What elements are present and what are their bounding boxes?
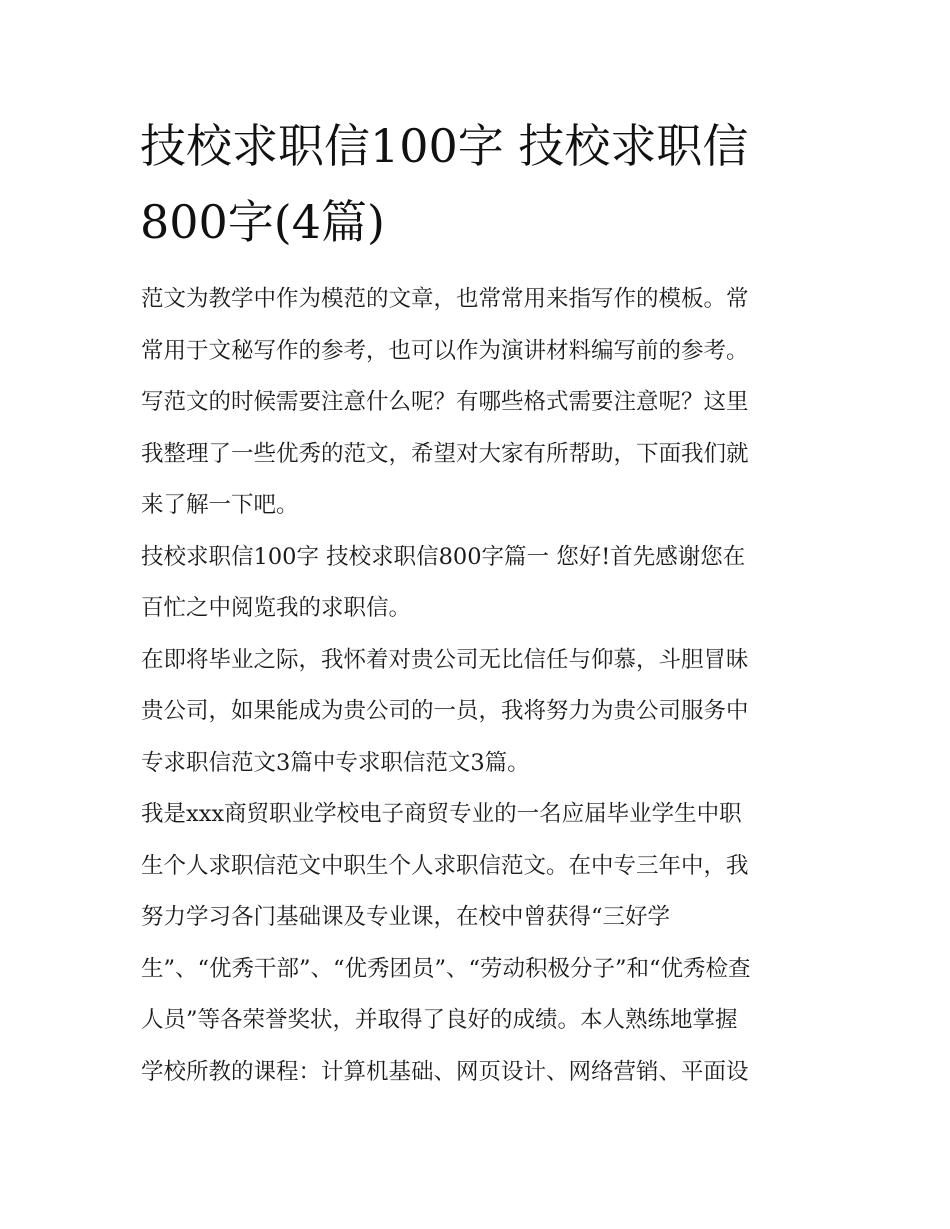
title-line: 技校求职信100字 技校求职信 <box>140 119 749 173</box>
text-line: 技校求职信100字 技校求职信800字篇一 您好!首先感谢您在 <box>141 543 746 570</box>
text-line: 学校所教的课程：计算机基础、网页设计、网络营销、平面设 <box>141 1058 749 1085</box>
text-line: 我是xxx商贸职业学校电子商贸专业的一名应届毕业学生中职 <box>141 801 742 827</box>
text-line: 我整理了一些优秀的范文，希望对大家有所帮助，下面我们就 <box>141 440 749 467</box>
paragraph-background <box>141 789 821 1098</box>
text-line: 常用于文秘写作的参考，也可以作为演讲材料编写前的参考。 <box>141 337 749 364</box>
paragraph-intro <box>141 274 821 532</box>
text-line: 来了解一下吧。 <box>141 492 299 518</box>
text-line: 在即将毕业之际，我怀着对贵公司无比信任与仰慕，斗胆冒昧 <box>141 646 749 673</box>
text-line: 写范文的时候需要注意什么呢？有哪些格式需要注意呢？这里 <box>141 389 749 415</box>
text-line: 生”、“优秀干部”、“优秀团员”、“劳动积极分子”和“优秀检查 <box>141 955 751 982</box>
text-line: 生个人求职信范文中职生个人求职信范文。在中专三年中，我 <box>141 852 749 879</box>
paragraph-greeting <box>141 532 821 635</box>
text-line: 努力学习各门基础课及专业课，在校中曾获得“三好学 <box>141 904 671 930</box>
text-line: 专求职信范文3篇中专求职信范文3篇。 <box>141 749 530 776</box>
text-line: 人员”等各荣誉奖状，并取得了良好的成绩。本人熟练地掌握 <box>141 1007 738 1033</box>
document-body <box>141 274 821 1098</box>
text-line: 范文为教学中作为模范的文章，也常常用来指写作的模板。常 <box>141 286 749 312</box>
text-line: 百忙之中阅览我的求职信。 <box>141 595 412 621</box>
document-title <box>140 108 820 260</box>
title-line: 800字(4篇) <box>140 195 385 249</box>
paragraph-motivation <box>141 635 821 790</box>
text-line: 贵公司，如果能成为贵公司的一员，我将努力为贵公司服务中 <box>141 698 749 724</box>
